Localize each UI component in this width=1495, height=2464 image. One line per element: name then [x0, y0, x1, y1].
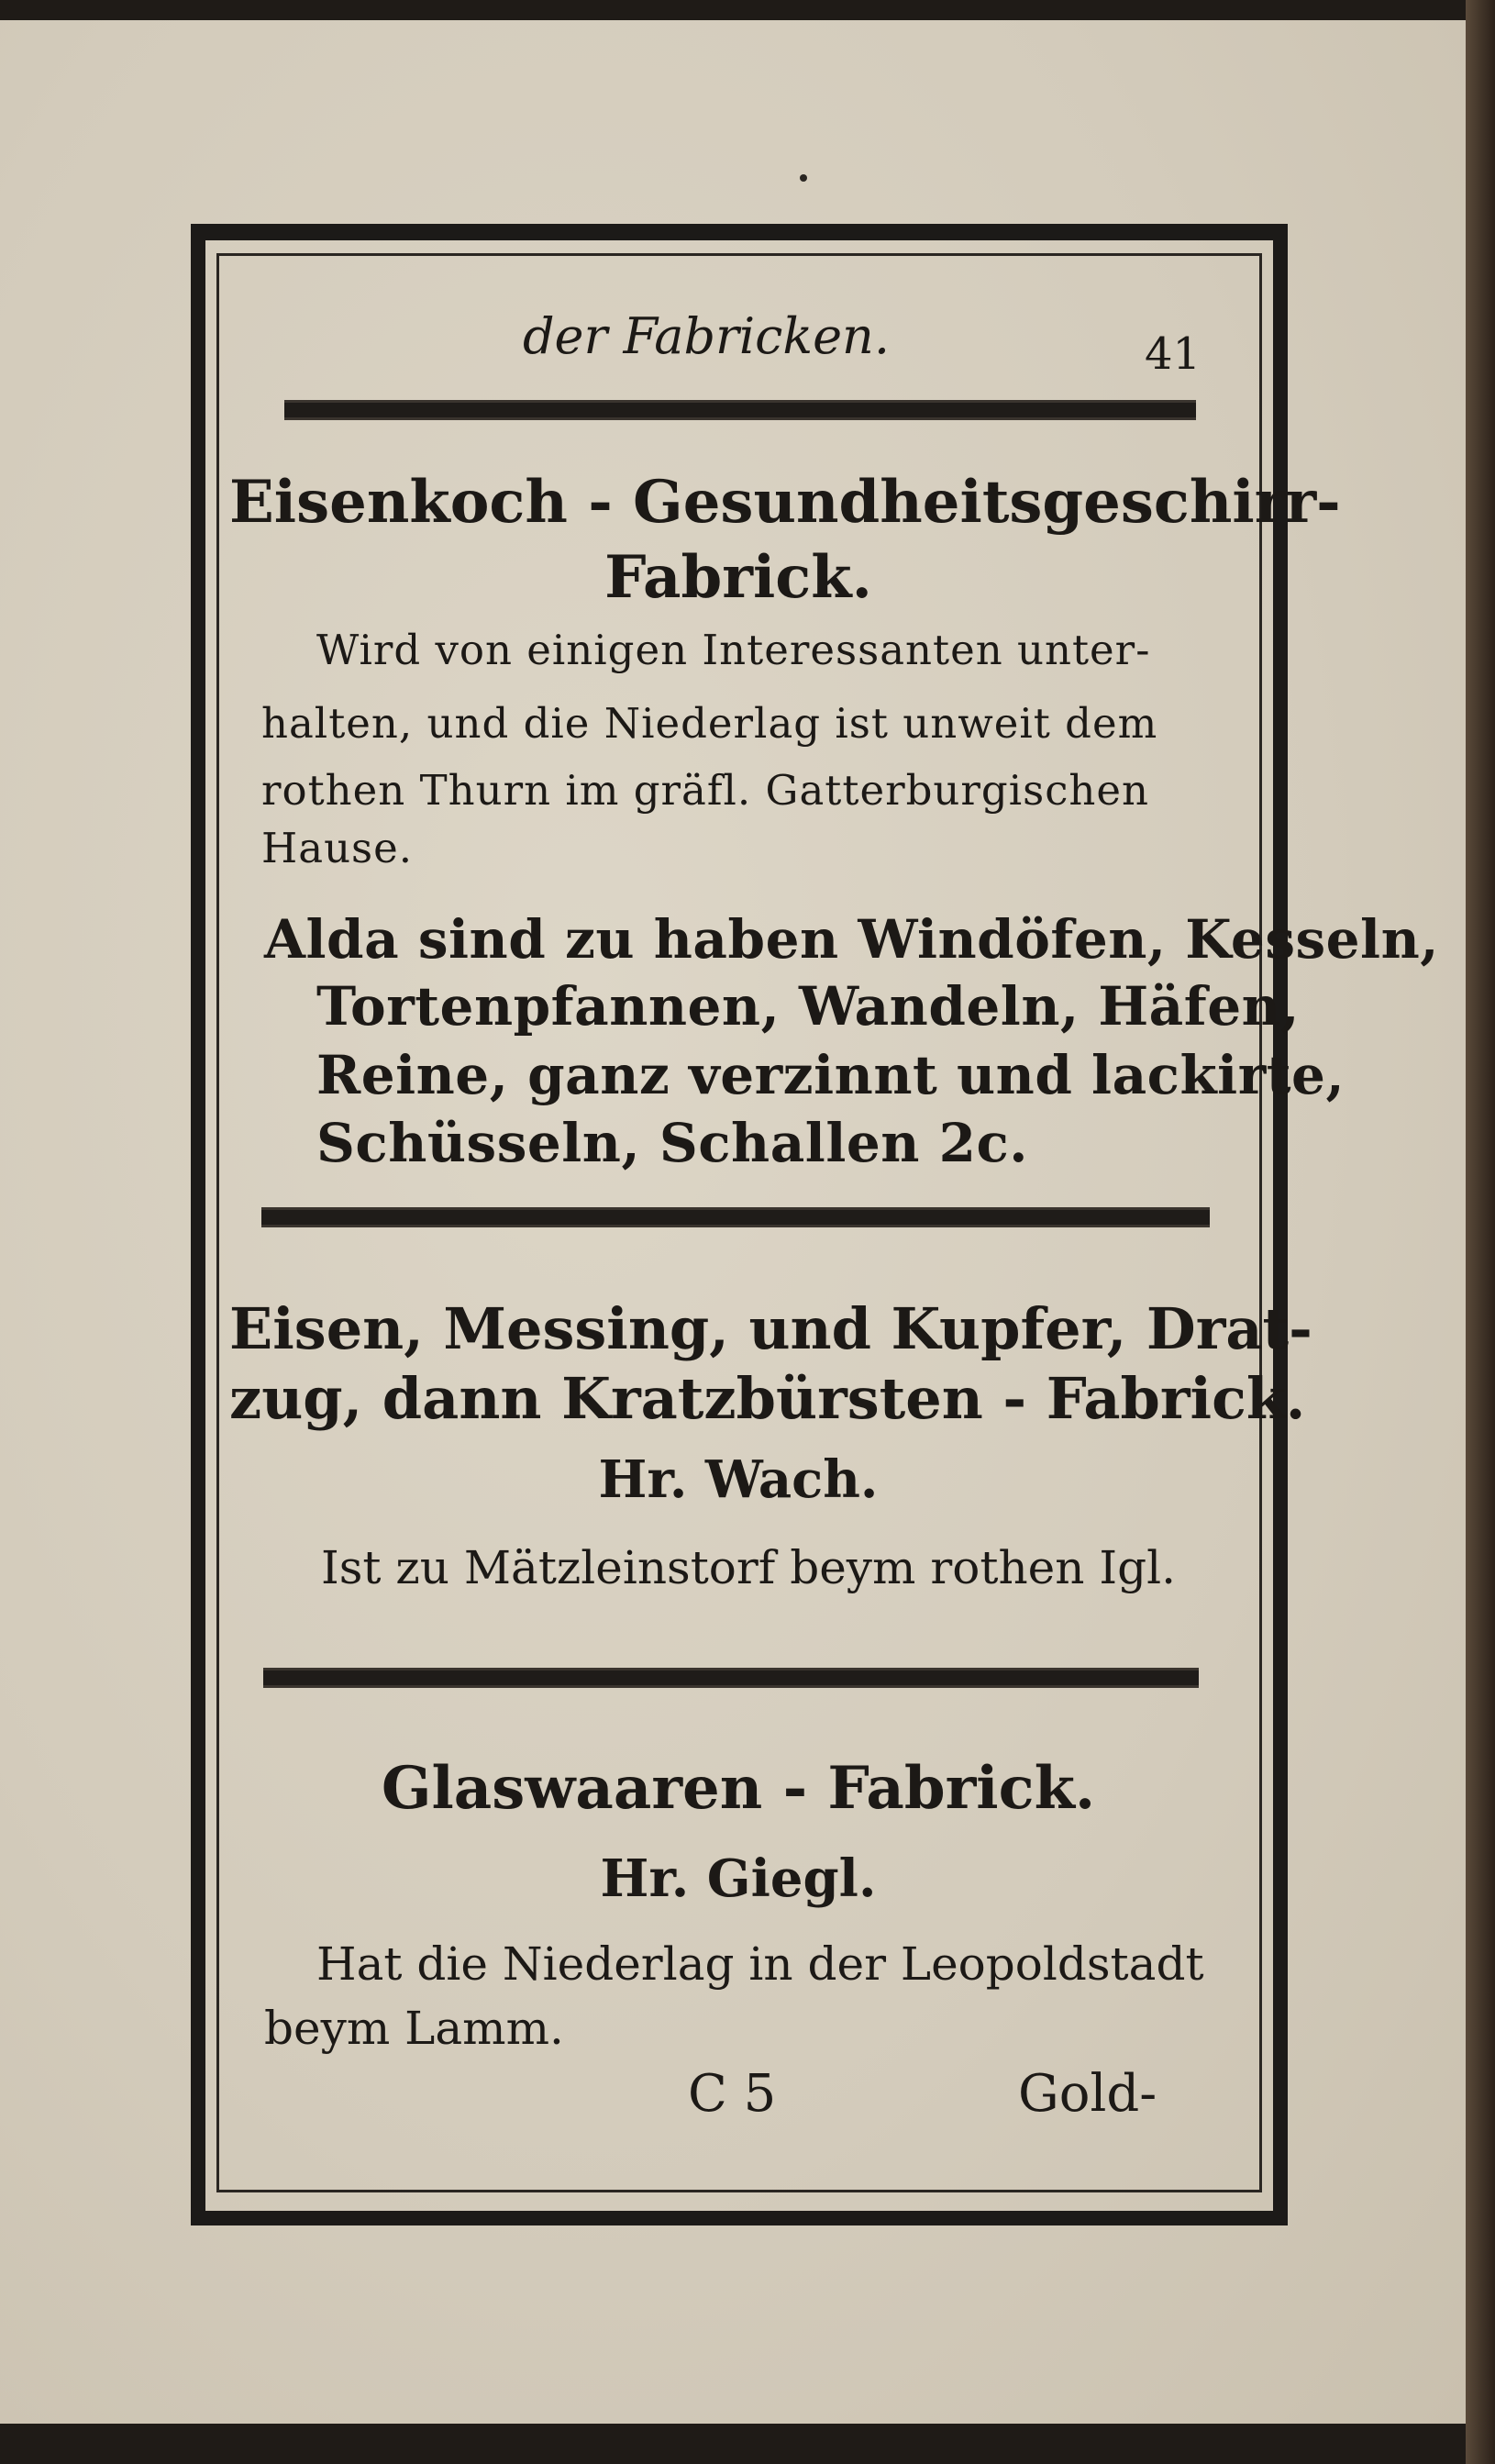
- section-1-list-line: Alda sind zu haben Windöfen, Kesseln,: [264, 908, 1439, 971]
- section-1-list-line: Reine, ganz verzinnt und lackirte,: [316, 1044, 1346, 1106]
- ink-speck: [800, 174, 807, 182]
- section-2-owner: Hr. Wach.: [598, 1449, 879, 1510]
- section-2-body-line: Ist zu Mätzleinstorf beym rothen Igl.: [321, 1541, 1176, 1594]
- section-1-body-line: halten, und die Niederlag ist unweit dem: [261, 699, 1158, 748]
- section-1-body-line: rothen Thurn im gräfl. Gatterburgischen: [261, 766, 1150, 815]
- catchword: Gold-: [1018, 2064, 1157, 2124]
- section-1-list-line: Tortenpfannen, Wandeln, Häfen,: [316, 975, 1300, 1038]
- section-3-title: Glaswaaren - Fabrick.: [381, 1754, 1096, 1823]
- section-3-body-line: Hat die Niederlag in der Leopoldstadt: [316, 1937, 1204, 1991]
- book-binding: [1466, 0, 1495, 2464]
- header-rule: [284, 400, 1196, 420]
- page-number: 41: [1145, 328, 1202, 380]
- section-3-body-line: beym Lamm.: [264, 2002, 564, 2055]
- section-1-title-line2: Fabrick.: [604, 543, 872, 612]
- section-1-list-line: Schüsseln, Schallen 2c.: [316, 1112, 1028, 1174]
- section-2-title-line2: zug, dann Kratzbürsten - Fabrick.: [229, 1365, 1306, 1432]
- signature-mark: C 5: [688, 2064, 777, 2124]
- section-2-title-line1: Eisen, Messing, und Kupfer, Drat-: [229, 1295, 1312, 1362]
- running-head: der Fabricken.: [522, 307, 891, 365]
- section-1-body-line: Wird von einigen Interessanten unter-: [316, 626, 1151, 674]
- section-divider-rule: [263, 1668, 1199, 1688]
- section-divider-rule: [261, 1207, 1210, 1227]
- section-1-title-line1: Eisenkoch - Gesundheitsgeschirr-: [229, 468, 1341, 537]
- section-3-owner: Hr. Giegl.: [600, 1848, 877, 1909]
- section-1-body-line: Hause.: [261, 824, 414, 872]
